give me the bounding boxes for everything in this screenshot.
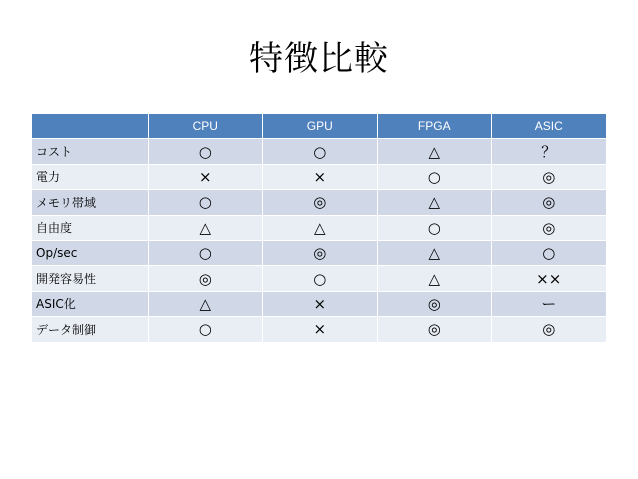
row-label: メモリ帯域 (32, 190, 148, 215)
table-cell: ◎ (263, 240, 378, 265)
table-cell: △ (377, 240, 492, 265)
table-row (32, 317, 606, 342)
table-cell: ○ (148, 240, 263, 265)
table-cell: ー (492, 291, 607, 316)
table-row (32, 139, 606, 164)
table-cell: ○ (263, 266, 378, 291)
row-label: ASIC化 (32, 291, 148, 316)
table-cell: △ (377, 190, 492, 215)
table-row (32, 291, 606, 316)
table-cell: △ (263, 215, 378, 240)
row-label: データ制御 (32, 317, 148, 342)
table-cell: ？ (492, 139, 607, 164)
table-cell: ○ (377, 215, 492, 240)
table-cell: ◎ (492, 317, 607, 342)
table-cell: ○ (148, 190, 263, 215)
table-cell: ◎ (377, 291, 492, 316)
table-cell: ○ (492, 240, 607, 265)
table-cell: × (263, 291, 378, 316)
table-row (32, 240, 606, 265)
table-cell: ×× (492, 266, 607, 291)
row-label: Op/sec (32, 240, 148, 265)
table-row (32, 215, 606, 240)
table-cell: △ (377, 139, 492, 164)
header-asic: ASIC (492, 114, 607, 139)
table-cell: ○ (377, 164, 492, 189)
table-cell: △ (377, 266, 492, 291)
table-cell: ◎ (492, 190, 607, 215)
header-corner (32, 114, 148, 139)
table-cell: ◎ (492, 164, 607, 189)
table-cell: ◎ (148, 266, 263, 291)
table-cell: ○ (148, 139, 263, 164)
table-cell: ◎ (263, 190, 378, 215)
table-cell: × (148, 164, 263, 189)
row-label: コスト (32, 139, 148, 164)
header-fpga: FPGA (377, 114, 492, 139)
row-label: 開発容易性 (32, 266, 148, 291)
table-row (32, 164, 606, 189)
comparison-table (32, 114, 607, 343)
row-label: 自由度 (32, 215, 148, 240)
table-cell: ○ (263, 139, 378, 164)
table-cell: ◎ (492, 215, 607, 240)
table-cell: ○ (148, 317, 263, 342)
table-cell: ◎ (377, 317, 492, 342)
table-row (32, 266, 606, 291)
row-label: 電力 (32, 164, 148, 189)
table-cell: △ (148, 215, 263, 240)
slide-title: 特徴比較 (249, 39, 389, 79)
table-cell: × (263, 317, 378, 342)
table-cell: △ (148, 291, 263, 316)
header-cpu: CPU (148, 114, 263, 139)
header-gpu: GPU (263, 114, 378, 139)
table-header-row (32, 114, 606, 139)
table-row (32, 190, 606, 215)
table-cell: × (263, 164, 378, 189)
